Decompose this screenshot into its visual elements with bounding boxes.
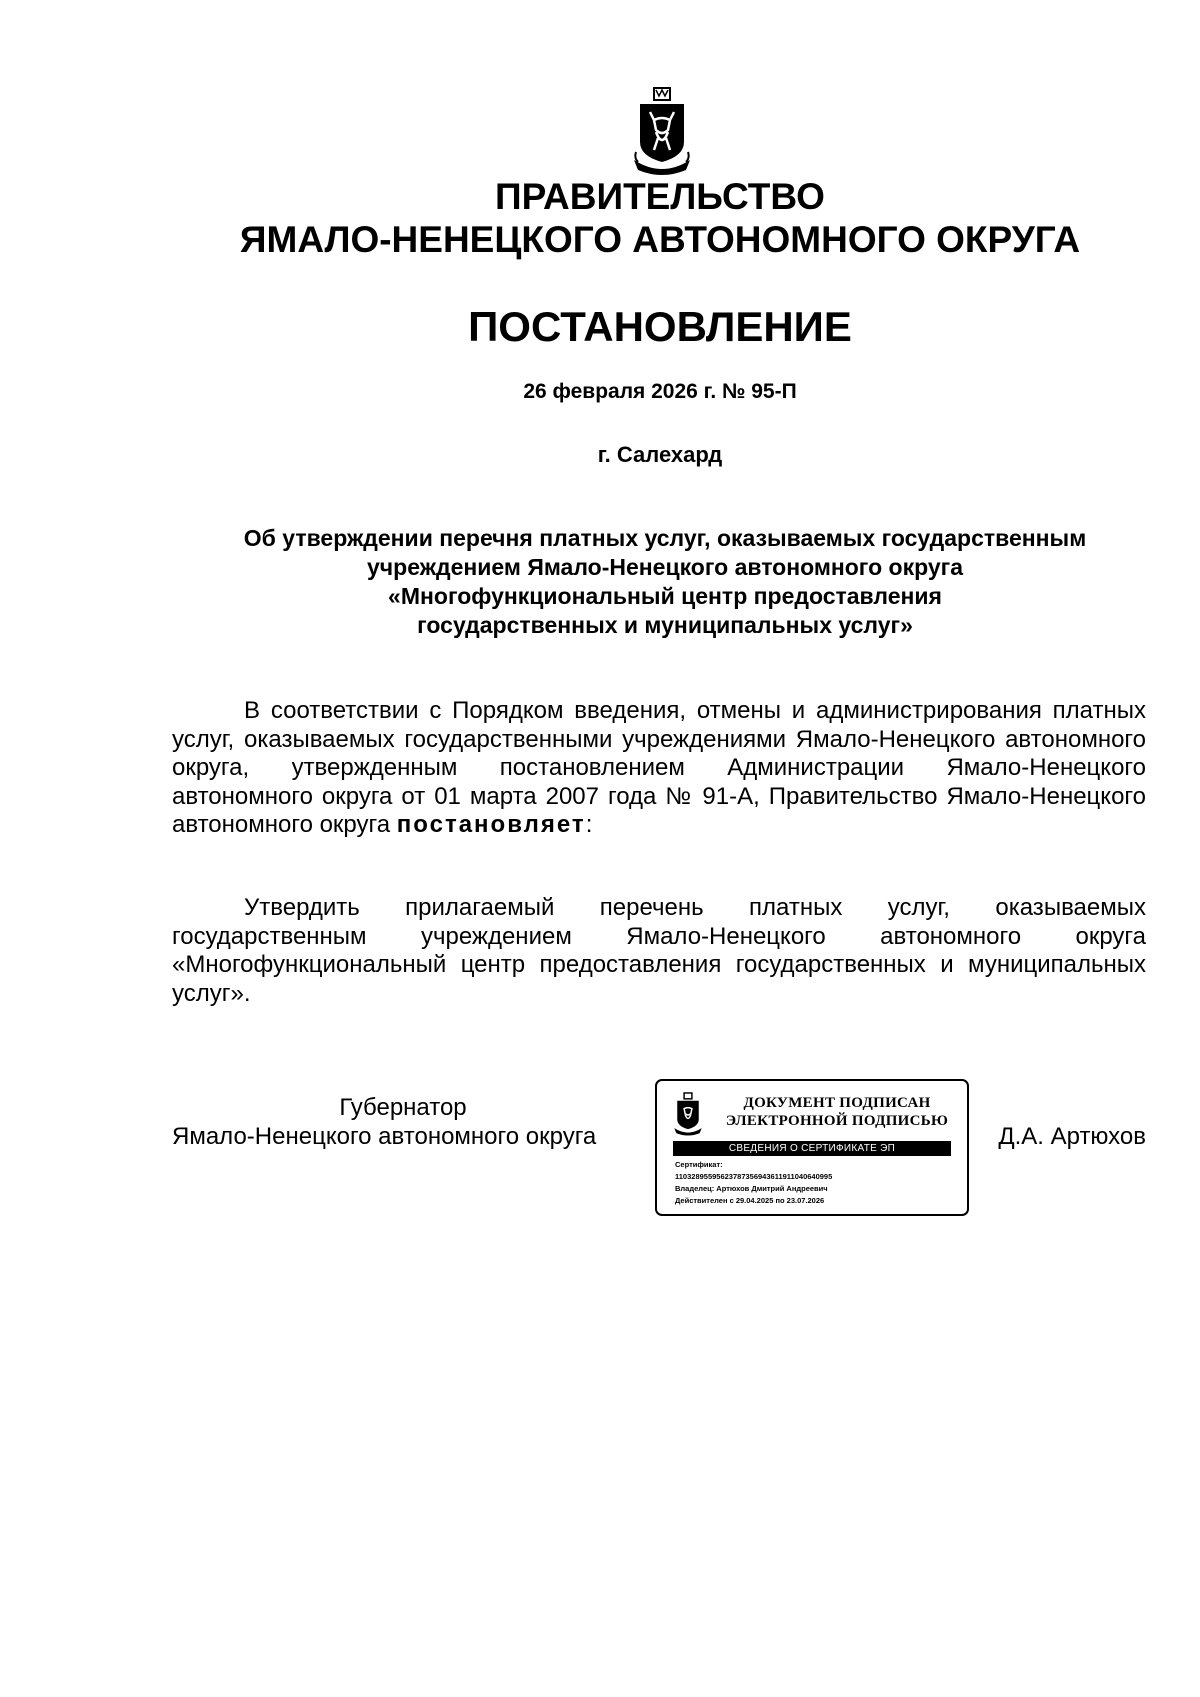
document-title [170,524,1160,640]
stamp-title [717,1094,957,1130]
decree-paragraph [172,894,1146,1008]
preamble-end: : [585,811,593,838]
signatory-position-line1: Губернатор [339,1094,467,1121]
emblem-icon [673,1092,703,1136]
title-line: Об утверждении перечня платных услуг, оказываемых государственным [243,525,1087,551]
stamp-cert-label: Сертификат: [675,1160,723,1169]
preamble-text: В соответствии с Порядком введения, отмены и администрирования платных услуг, оказываемых государственными учреждениями Ямало-Ненецкого автономного округа, утвержденным постановлением Администрации Ямало-Ненецкого автономного округа от 01 марта 2007 года № 91-А, Правительство Ямало-Ненецкого автономного округа [172,697,1146,838]
preamble-emphasis: постановляет [396,811,586,838]
document-city: г. Салехард [597,442,723,467]
title-line: государственных и муниципальных услуг» [417,612,913,638]
signatory-name: Д.А. Артюхов [998,1123,1146,1150]
document-type: ПОСТАНОВЛЕНИЕ [468,303,852,350]
document-date-number: 26 февраля 2026 г. № 95-П [523,380,797,403]
org-name-line2: ЯМАЛО-НЕНЕЦКОГО АВТОНОМНОГО ОКРУГА [239,219,1081,260]
org-name-line1: ПРАВИТЕЛЬСТВО [495,176,825,217]
stamp-validity: Действителен с 29.04.2025 по 23.07.2026 [675,1196,825,1205]
stamp-title-line1: ДОКУМЕНТ ПОДПИСАН [743,1095,931,1111]
title-line: «Многофункциональный центр предоставления [388,583,942,609]
stamp-title-line2: ЭЛЕКТРОННОЙ ПОДПИСЬЮ [725,1113,949,1129]
e-signature-stamp [655,1079,969,1216]
stamp-cert-number: 11032895595623787356943611911040640995 [675,1172,833,1181]
emblem-icon [632,86,692,176]
stamp-owner: Владелец: Артюхов Дмитрий Андреевич [675,1184,828,1193]
decree-text: Утвердить прилагаемый перечень платных услуг, оказываемых государственным учреждением Ямало-Ненецкого автономного округа «Многофункциональный центр предоставления государственных и муниципальных услуг». [172,894,1146,1007]
signatory-position-line2: Ямало-Ненецкого автономного округа [172,1123,597,1150]
title-line: учреждением Ямало-Ненецкого автономного округа [367,554,963,580]
preamble-paragraph [172,697,1146,840]
stamp-cert-bar: СВЕДЕНИЯ О СЕРТИФИКАТЕ ЭП [673,1141,951,1156]
